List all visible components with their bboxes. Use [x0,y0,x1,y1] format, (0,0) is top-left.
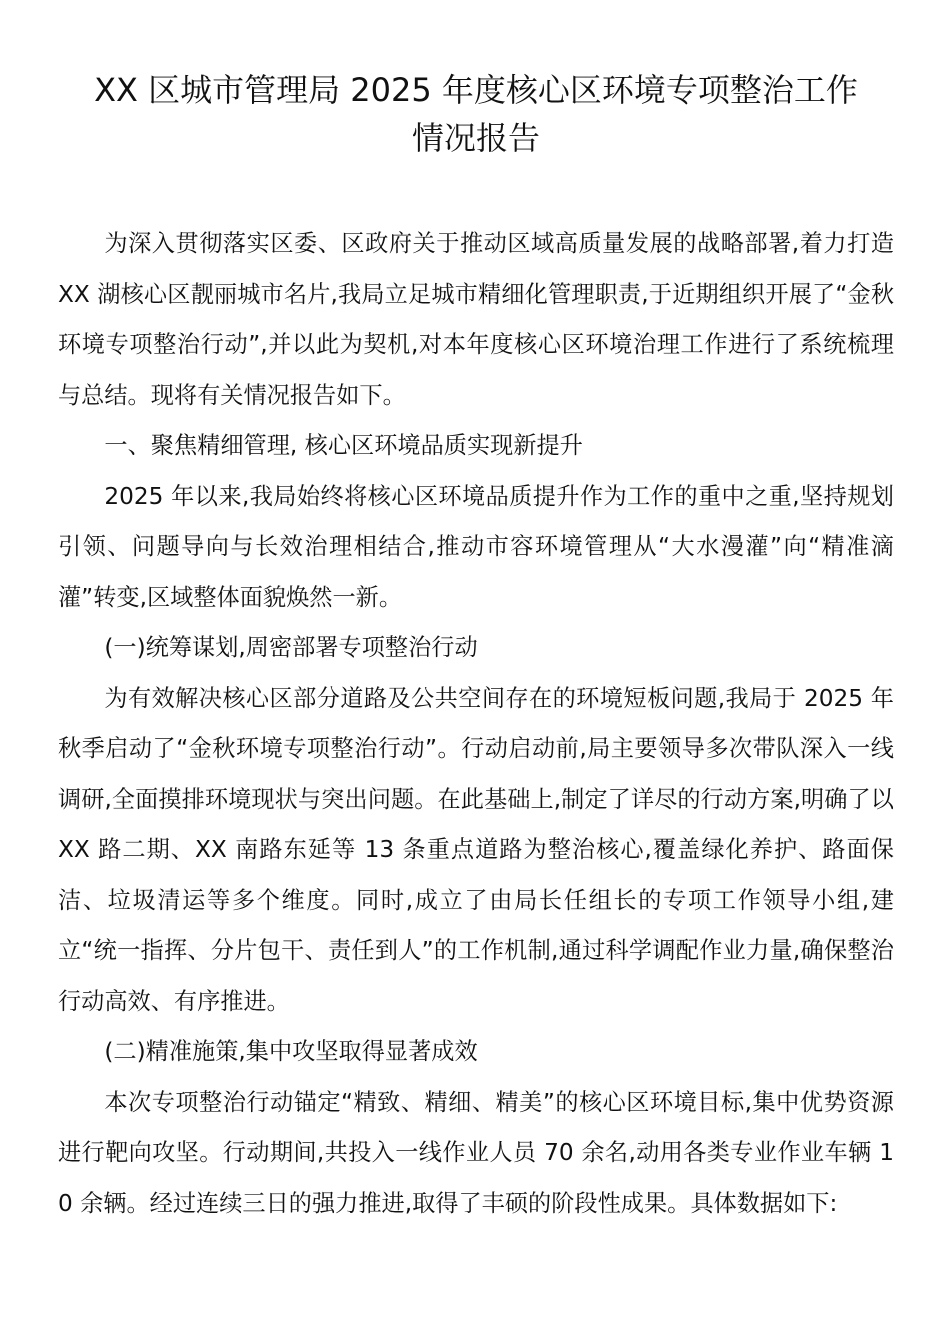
section-heading-1: 一、聚焦精细管理, 核心区环境品质实现新提升 [104,432,583,459]
document-body [58,219,894,1229]
document-title [58,66,894,162]
subsection-2-paragraph: 本次专项整治行动锚定“精致、精细、精美”的核心区环境目标,集中优势资源进行靶向攻坚。行动期间,共投入一线作业人员 70 余名,动用各类专业作业车辆 10 余辆。经过连续三日的强力推进,取得了丰硕的阶段性成果。具体数据如下: [58,1088,894,1217]
section-1-paragraph: 2025 年以来,我局始终将核心区环境品质提升作为工作的重中之重,坚持规划引领、问题导向与长效治理相结合,推动市容环境管理从“大水漫灌”向“精准滴灌”转变,区域整体面貌焕然一新。 [58,482,894,611]
intro-paragraph: 为深入贯彻落实区委、区政府关于推动区域高质量发展的战略部署,着力打造 XX 湖核心区靓丽城市名片,我局立足城市精细化管理职责,于近期组织开展了“金秋环境专项整治行动”,并以此为契机,对本年度核心区环境治理工作进行了系统梳理与总结。现将有关情况报告如下。 [58,230,894,409]
title-line-1: XX 区城市管理局 2025 年度核心区环境专项整治工作 [94,71,858,109]
title-line-2: 情况报告 [411,119,540,157]
subsection-heading-1: (一)统筹谋划,周密部署专项整治行动 [104,634,478,661]
subsection-1-paragraph: 为有效解决核心区部分道路及公共空间存在的环境短板问题,我局于 2025 年秋季启动了“金秋环境专项整治行动”。行动启动前,局主要领导多次带队深入一线调研,全面摸排环境现状与突出问题。在此基础上,制定了详尽的行动方案,明确了以 XX 路二期、XX 南路东延等 13 条重点道路为整治核心,覆盖绿化养护、路面保洁、垃圾清运等多个维度。同时,成立了由局长任组长的专项工作领导小组,建立“统一指挥、分片包干、责任到人”的工作机制,通过科学调配作业力量,确保整治行动高效、有序推进。 [58,684,894,1015]
subsection-heading-2: (二)精准施策,集中攻坚取得显著成效 [104,1038,478,1065]
